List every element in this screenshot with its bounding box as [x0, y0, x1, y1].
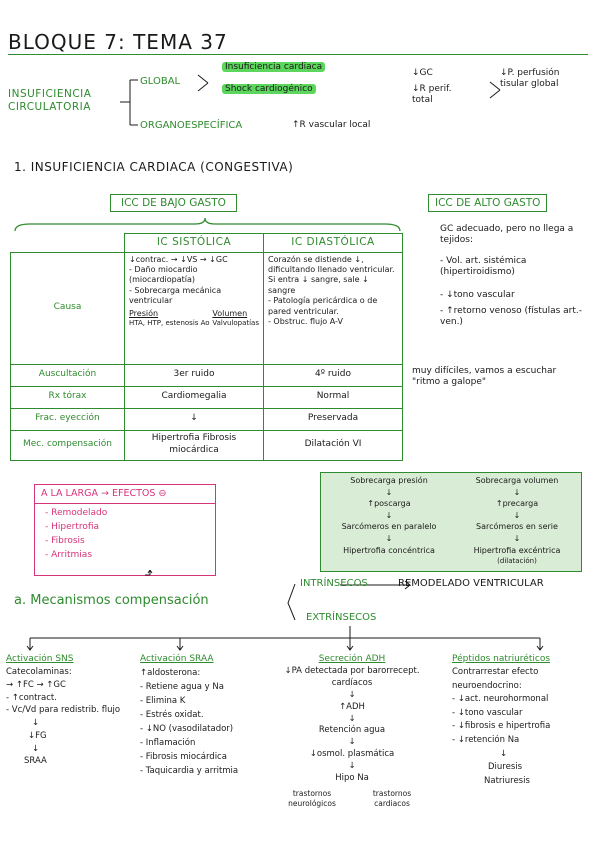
sys-ausc: 3er ruido	[125, 364, 264, 386]
cause-gc: ↓GC	[412, 68, 433, 78]
global-item-1: Insuficiencia cardiaca	[222, 62, 325, 73]
sys-mec: Hipertrofia Fibrosis miocárdica	[125, 430, 264, 460]
intro-root: INSUFICIENCIA CIRCULATORIA	[8, 88, 92, 114]
ic-table	[10, 233, 403, 461]
row-mec: Mec. compensación	[11, 430, 125, 460]
cause-r: ↓R perif. total	[412, 84, 452, 106]
organo-label: ORGANOESPECÍFICA	[140, 120, 243, 131]
organo-note: ↑R vascular local	[292, 120, 371, 130]
global-item-2: Shock cardiogénico	[222, 84, 316, 95]
col-diastolic: IC DIASTÓLICA	[264, 234, 403, 253]
high-output-item-3: - ↑retorno venoso (fístulas art.-ven.)	[440, 306, 582, 328]
effect-perfusion: ↓P. perfusión tisular global	[500, 68, 560, 90]
high-output-item-2: - ↓tono vascular	[440, 290, 515, 300]
overload-volume: Sobrecarga volumen ↓ ↑precarga ↓ Sarcómeros en serie ↓ Hipertrofia excéntrica (dilatación)	[473, 476, 561, 566]
row-fraccion: Frac. eyección	[11, 408, 125, 430]
extrinsic-label: EXTRÍNSECOS	[306, 612, 377, 623]
page-title: BLOQUE 7: TEMA 37	[8, 30, 228, 54]
intrinsic-result: REMODELADO VENTRICULAR	[398, 578, 544, 589]
row-auscultacion: Auscultación	[11, 364, 125, 386]
effects-title: A LA LARGA → EFECTOS ⊖	[41, 488, 167, 499]
intrinsic-label: INTRÍNSECOS	[300, 578, 368, 589]
dia-ausc: 4º ruido	[264, 364, 403, 386]
title-underline	[8, 54, 588, 55]
ausc-note: muy difíciles, vamos a escuchar "ritmo a galope"	[412, 366, 557, 388]
table-corner	[11, 234, 125, 253]
dia-fe: Preservada	[264, 408, 403, 430]
low-output-box: ICC DE BAJO GASTO	[110, 194, 237, 212]
high-output-text: GC adecuado, pero no llega a tejidos:	[440, 224, 574, 246]
effects-box	[34, 484, 216, 576]
effects-list: - Remodelado - Hipertrofia - Fibrosis - Arritmias	[45, 508, 108, 560]
extrinsic-tree	[0, 624, 599, 654]
sys-causa: ↓contrac. → ↓VS → ↓GC - Daño miocardio (miocardiopatía) - Sobrecarga mecánica ventricular Presión HTA, HTP, estenosis Ao Volumen Valvulopatías	[125, 252, 264, 364]
col-peptidos: Péptidos natriuréticos Contrarrestar efecto neuroendocrino: - ↓act. neurohormonal - ↓tono vascular - ↓fibrosis e hipertrofia - ↓retención Na ↓ Diuresis Natriuresis	[452, 654, 551, 786]
dia-rx: Normal	[264, 386, 403, 408]
sys-fe: ↓	[125, 408, 264, 430]
col-adh: Secreción ADH ↓PA detectada por barorrecept. cardíacos ↓ ↑ADH ↓ Retención agua ↓ ↓osmol. plasmática ↓ Hipo Na trastornos neurológicos trastornos cardiacos	[284, 654, 420, 809]
overload-box	[320, 472, 582, 572]
high-output-item-1: - Vol. art. sistémica (hipertiroidismo)	[440, 256, 527, 278]
overload-pressure: Sobrecarga presión ↓ ↑poscarga ↓ Sarcómeros en paralelo ↓ Hipertrofia concéntrica	[341, 476, 437, 555]
dia-mec: Dilatación VI	[264, 430, 403, 460]
high-output-box: ICC DE ALTO GASTO	[428, 194, 547, 212]
row-rx: Rx tórax	[11, 386, 125, 408]
section1-title: 1. INSUFICIENCIA CARDIACA (CONGESTIVA)	[14, 160, 294, 174]
col-systolic: IC SISTÓLICA	[125, 234, 264, 253]
global-label: GLOBAL	[140, 76, 181, 87]
col-sraa: Activación SRAA ↑aldosterona: - Retiene agua y Na - Elimina K - Estrés oxidat. - ↓NO (vasodilatador) - Inflamación - Fibrosis miocárdica - Taquicardia y arritmia	[140, 654, 239, 777]
sys-rx: Cardiomegalia	[125, 386, 264, 408]
dia-causa: Corazón se distiende ↓, dificultando llenado ventricular. Si entra ↓ sangre, sale ↓ sangre - Patología pericárdica o de pared ventricular. - Obstruc. flujo A-V	[264, 252, 403, 364]
row-causa: Causa	[11, 252, 125, 364]
col-sns: Activación SNS Catecolaminas: → ↑FC → ↑GC - ↑contract. - Vc/Vd para redistrib. flujo ↓ ↓FG ↓ SRAA	[6, 654, 121, 767]
section-a-title: a. Mecanismos compensación	[14, 593, 209, 608]
